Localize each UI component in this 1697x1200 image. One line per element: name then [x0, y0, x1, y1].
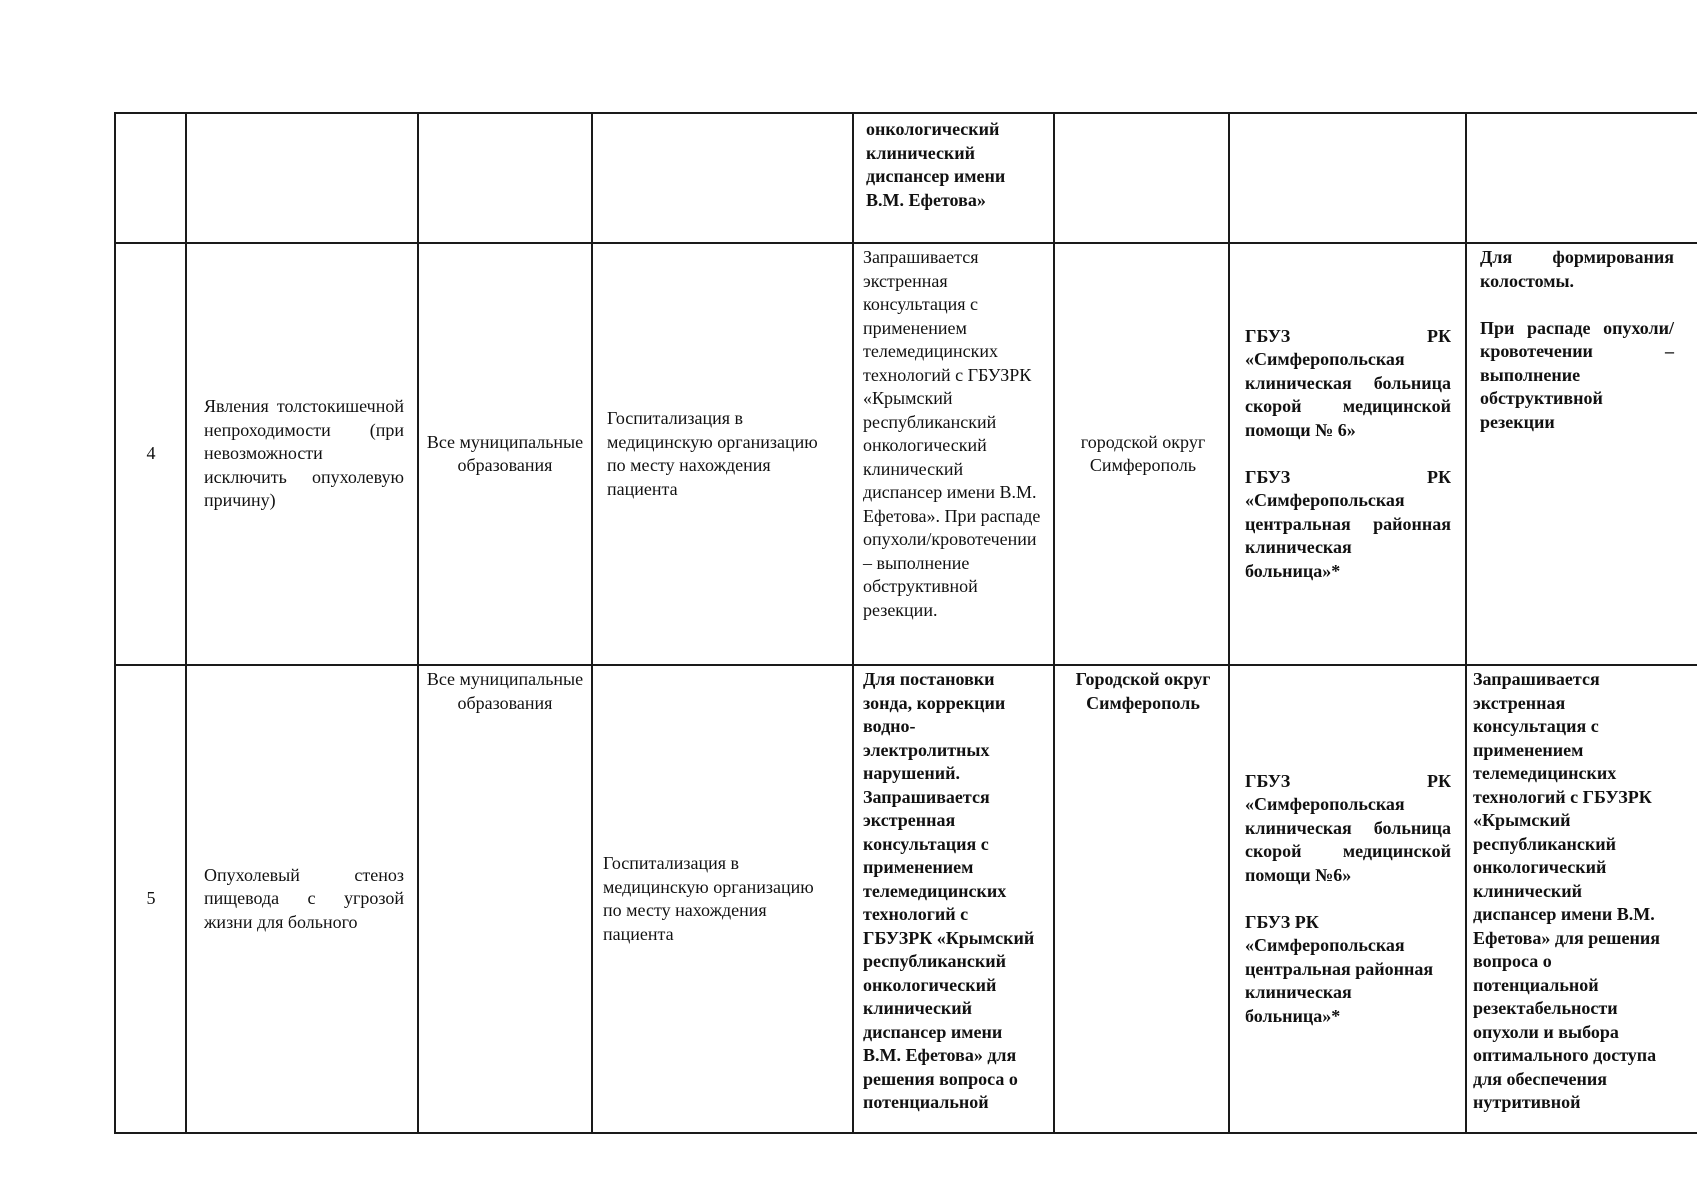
row-5-condition: Опухолевый стеноз пищевода с угрозой жизни для больного [204, 864, 404, 932]
row-5-consult: Для постановки зонда, коррекции водно-электролитных нарушений. Запрашивается экстренная консультация с применением телемедицинских технологий с ГБУЗРК «Крымский республиканский онкологический клинический диспансер имени В.М. Ефетова» для решения вопроса о потенциальной [863, 669, 1035, 1112]
row-5-note: Запрашивается экстренная консультация с применением телемедицинских технологий с ГБУЗРК «Крымский республиканский онкологический клинический диспансер имени В.М. Ефетова» для решения вопроса о потенциальной резектабельности опухоли и выбора оптимального доступа для обеспечения нутритивной [1473, 669, 1660, 1112]
col-divider [1053, 114, 1055, 1132]
row-4-municipalities: Все муниципальные образования [426, 431, 584, 475]
col-divider [1465, 114, 1467, 1132]
row-4-consult: Запрашивается экстренная консультация с применением телемедицинских технологий с ГБУЗРК «Крымский республиканский онкологический клинический диспансер имени В.М. Ефетова». При распаде опухоли/кровотечении – выполнение обструктивной резекции. [863, 247, 1041, 620]
col-divider [591, 114, 593, 1132]
row-5-district: Городской округ Симферополь [1075, 669, 1211, 713]
row-5-number: 5 [146, 888, 156, 909]
routing-table [114, 112, 1697, 1134]
row-4-condition: Явления толстокишечной непроходимости (при невозможности исключить опухолевую причину) [204, 396, 404, 511]
row-4-district: городской округ Симферополь [1080, 431, 1206, 475]
top-consult-cell: онкологический клинический диспансер имени В.М. Ефетова» [866, 119, 1006, 210]
row-4-action: Госпитализация в медицинскую организацию по месту нахождения пациента [607, 408, 818, 499]
row-5-municipalities: Все муниципальные образования [426, 669, 584, 713]
row-4-number: 4 [146, 443, 156, 464]
col-divider [185, 114, 187, 1132]
col-divider [852, 114, 854, 1132]
row-5-hospitals: ГБУЗ РК «Симферопольская клиническая больница скорой медицинской помощи №6» ГБУЗ РК «Симферопольская центральная районная клиническая больница»* [1245, 770, 1451, 1026]
col-divider [417, 114, 419, 1132]
row-4-hospitals: ГБУЗ РК «Симферопольская клиническая больница скорой медицинской помощи № 6» ГБУЗ РК «Симферопольская центральная районная клиническая больница»* [1245, 325, 1451, 581]
row-5-action: Госпитализация в медицинскую организацию по месту нахождения пациента [603, 853, 814, 944]
row-4-notes: Для формирования колостомы. При распаде опухоли/кровотечении – выполнение обструктивной резекции [1480, 247, 1674, 432]
col-divider [1228, 114, 1230, 1132]
